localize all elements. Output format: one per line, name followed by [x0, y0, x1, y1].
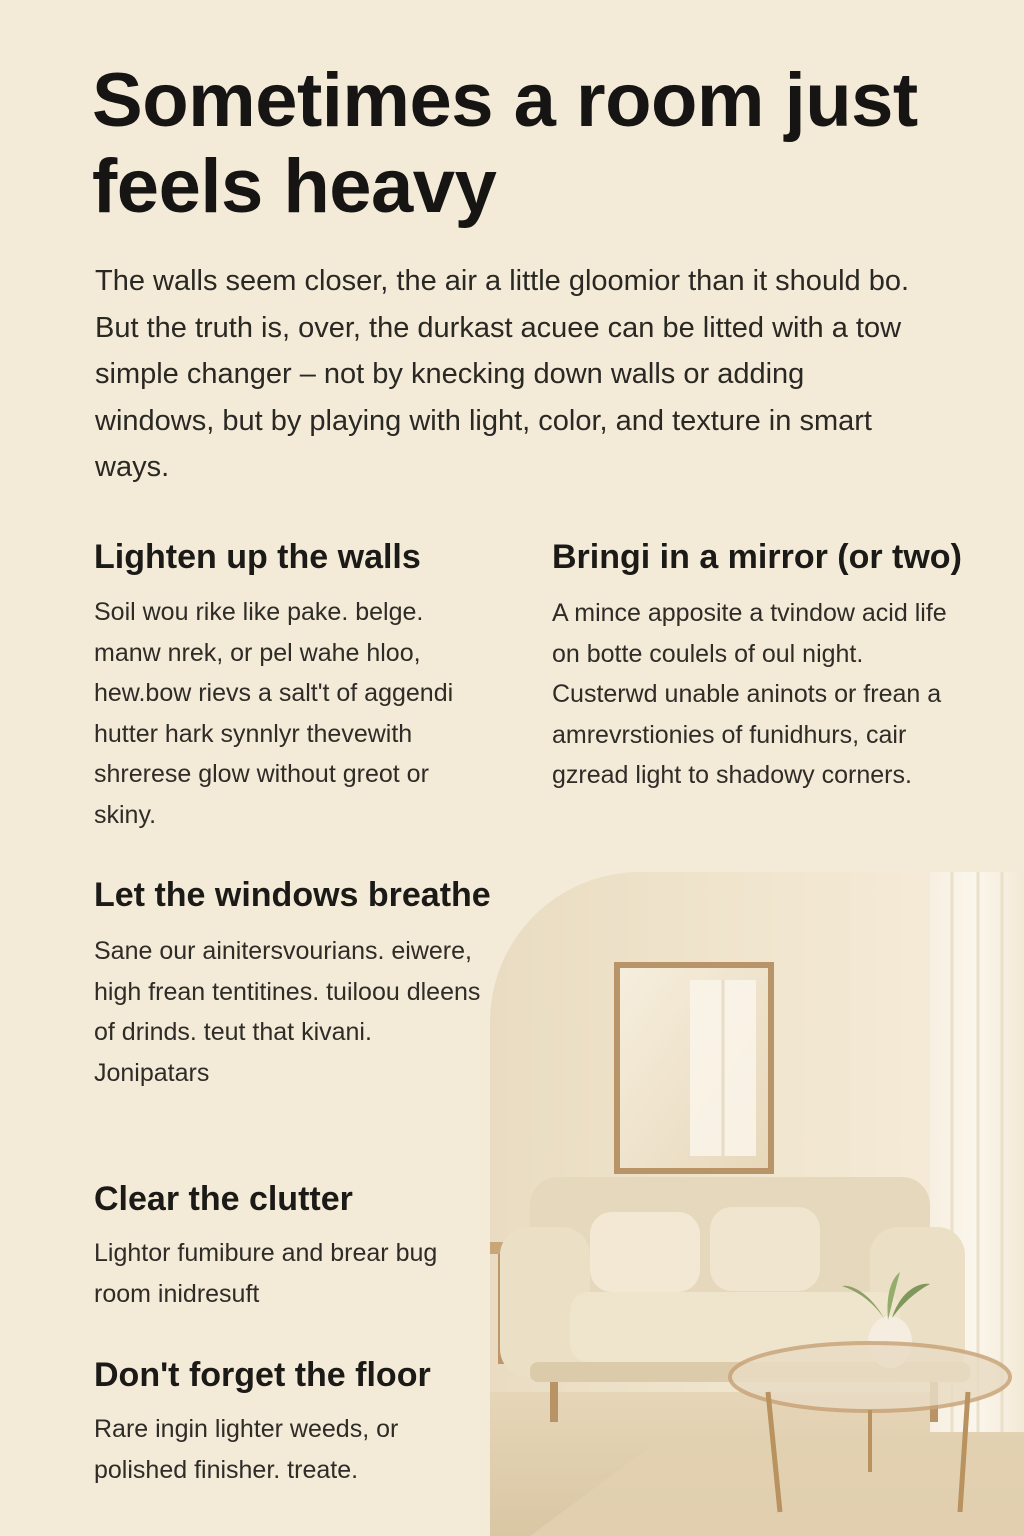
section-heading: Don't forget the floor	[94, 1356, 431, 1394]
section-heading: Lighten up the walls	[94, 538, 421, 576]
intro-paragraph: The walls seem closer, the air a little gloomior than it should bo. But the truth is, over, the durkast acuee can be litted with a tow simple changer – not by knecking down walls or adding windows, but by playing with light, color, and texture in smart ways.	[95, 265, 910, 483]
section-body: Sane our ainitersvourians. eiwere, high frean tentitines. tuiloou dleens of drinds. teut that kivani. Jonipatars	[94, 937, 481, 1087]
section-body: Lightor fumibure and brear bug room inidresuft	[94, 1239, 438, 1308]
section-body: A mince apposite a tvindow acid life on botte coulels of oul night. Custerwd unable aninots or frean a amrevrstionies of funidhurs, cair gzread light to shadowy corners.	[552, 599, 947, 789]
section-lighten-walls	[94, 536, 494, 835]
section-clutter	[94, 1178, 494, 1314]
section-heading: Let the windows breathe	[94, 876, 491, 914]
section-windows	[94, 874, 494, 1093]
section-heading: Clear the clutter	[94, 1180, 353, 1218]
living-room-illustration	[490, 872, 1024, 1536]
section-body: Rare ingin lighter weeds, or polished finisher. treate.	[94, 1415, 399, 1484]
section-heading: Bringi in a mirror (or two)	[552, 538, 962, 576]
section-body: Soil wou rike like pake. belge. manw nrek, or pel wahe hloo, hew.bow rievs a salt't of aggendi hutter hark synnlyr thevewith shrerese glow without greot or skiny.	[94, 598, 454, 829]
section-mirror	[552, 536, 972, 796]
page-title: Sometimes a room just feels heavy	[92, 58, 918, 229]
section-floor	[94, 1354, 494, 1490]
